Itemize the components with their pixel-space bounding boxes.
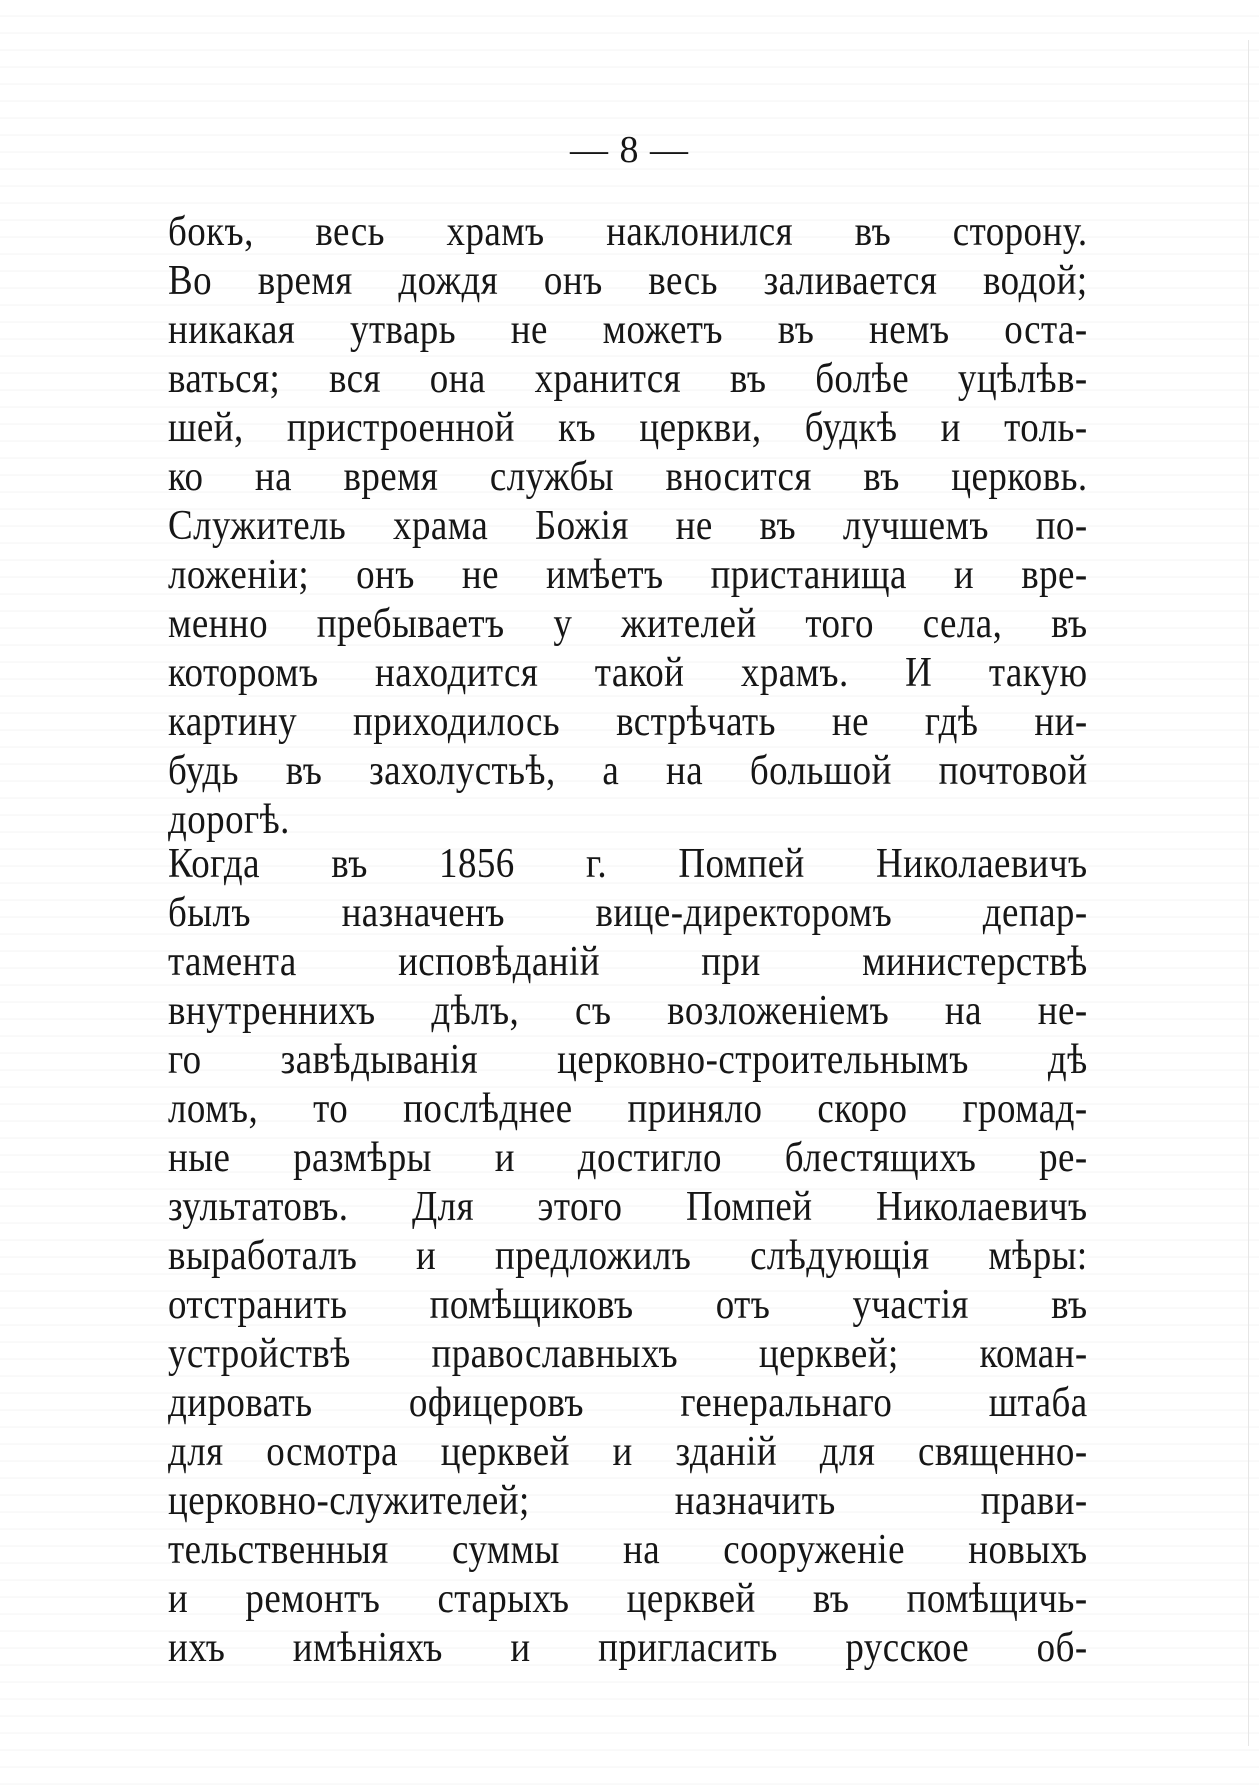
text-line: и ремонтъ старыхъ церквей въ помѣщичь- [168, 1576, 1088, 1622]
text-line: дорогѣ. [168, 797, 290, 843]
text-line: Когда въ 1856 г. Помпей Николаевичъ [168, 841, 1088, 887]
paragraph-1 [168, 208, 1088, 845]
text-line: бокъ, весь храмъ наклонился въ сторону. [168, 209, 1088, 255]
text-line: отстранить помѣщиковъ отъ участія въ [168, 1282, 1088, 1328]
text-line: го завѣдыванія церковно-строительнымъ дѣ [168, 1037, 1088, 1083]
text-line: ложеніи; онъ не имѣетъ пристанища и вре- [168, 552, 1088, 598]
text-line: ваться; вся она хранится въ болѣе уцѣлѣв- [168, 356, 1088, 402]
text-line: шей, пристроенной къ церкви, будкѣ и толь- [168, 405, 1088, 451]
text-line: выработалъ и предложилъ слѣдующія мѣры: [168, 1233, 1088, 1279]
text-line: менно пребываетъ у жителей того села, въ [168, 601, 1088, 647]
text-line: Служитель храма Божія не въ лучшемъ по- [168, 503, 1088, 549]
text-line: тельственныя суммы на сооруженіе новыхъ [168, 1527, 1088, 1573]
text-line: никакая утварь не можетъ въ немъ оста- [168, 307, 1088, 353]
text-line: картину приходилось встрѣчать не гдѣ ни- [168, 699, 1088, 745]
text-line: для осмотра церквей и зданій для священно- [168, 1429, 1088, 1475]
paragraph-2 [168, 840, 1088, 1673]
text-line: которомъ находится такой храмъ. И такую [168, 650, 1088, 696]
text-line: зультатовъ. Для этого Помпей Николаевичъ [168, 1184, 1088, 1230]
text-line: тамента исповѣданій при министерствѣ [168, 939, 1088, 985]
text-line: Во время дождя онъ весь заливается водой; [168, 258, 1088, 304]
text-line: устройствѣ православныхъ церквей; коман- [168, 1331, 1088, 1377]
text-line: будь въ захолустьѣ, а на большой почтовой [168, 748, 1088, 794]
text-line: ломъ, то послѣднее приняло скоро громад- [168, 1086, 1088, 1132]
text-line: ихъ имѣніяхъ и пригласить русское об- [168, 1625, 1088, 1671]
text-line: былъ назначенъ вице-директоромъ депар- [168, 890, 1088, 936]
text-line: церковно-служителей; назначить прави- [168, 1478, 1088, 1524]
page-edge-rule [1248, 40, 1249, 1746]
text-line: дировать офицеровъ генеральнаго штаба [168, 1380, 1088, 1426]
page-number: — 8 — [570, 129, 689, 171]
text-line: ко на время службы вносится въ церковь. [168, 454, 1088, 500]
text-line: внутреннихъ дѣлъ, съ возложеніемъ на не- [168, 988, 1088, 1034]
text-line: ные размѣры и достигло блестящихъ ре- [168, 1135, 1088, 1181]
